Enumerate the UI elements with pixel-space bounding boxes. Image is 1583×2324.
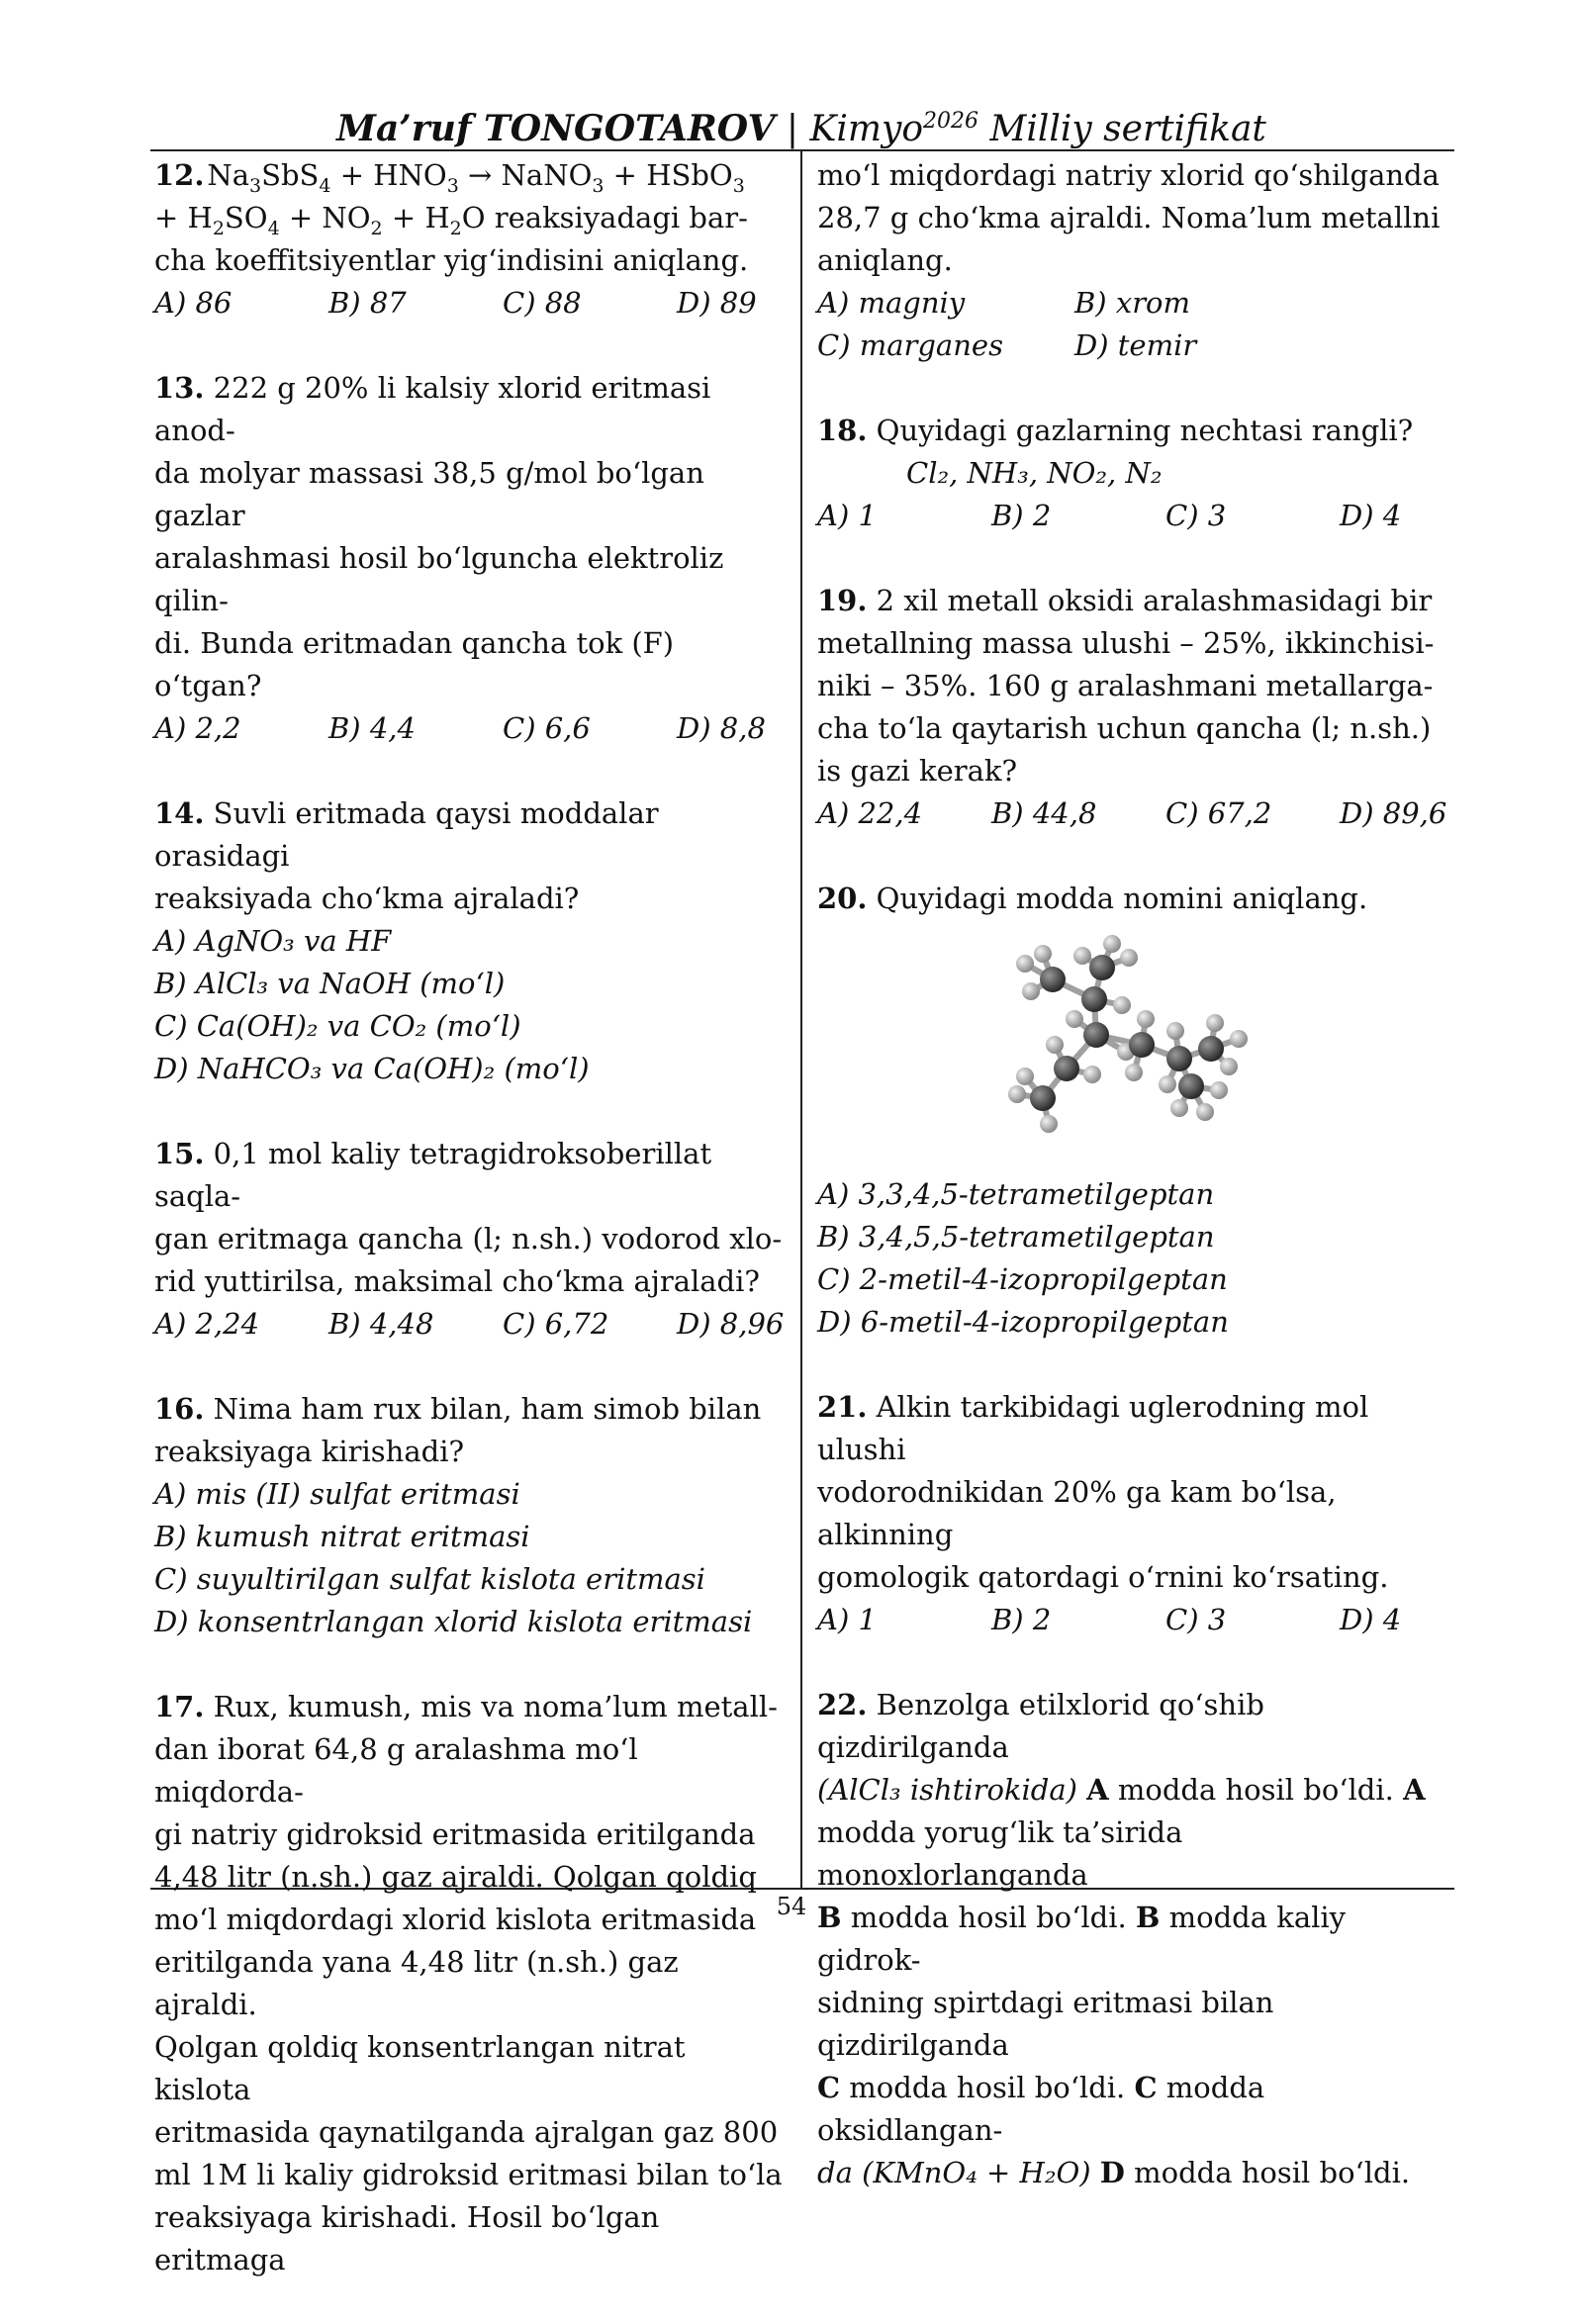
question-text: 0,1 mol kaliy tetragidroksoberillat saqla- [154, 1137, 712, 1213]
column-divider [800, 151, 802, 1888]
question-number: 16. [154, 1392, 205, 1426]
question-text: reaksiyada cho‘kma ajraladi? [154, 882, 580, 915]
options-row-2 [817, 325, 1455, 367]
question-text: sidning spirtdagi eritmasi bilan qizdirilganda [817, 1986, 1274, 2062]
question-number: 21. [817, 1390, 868, 1424]
option-d: D) 6-metil-4-izopropilgeptan [817, 1305, 1229, 1339]
question-text: vodorodnikidan 20% ga kam bo‘lsa, alkinning [817, 1475, 1337, 1551]
question-text: + $H_2SO_4 + NO_2 + H_2O$ reaksiyadagi bar- [154, 201, 748, 239]
question-17-continued [817, 154, 1455, 367]
question-text-fragment: modda oksidlangan- [817, 2071, 1265, 2147]
question-text: mo‘l miqdordagi natriy xlorid qo‘shilganda [817, 158, 1440, 192]
question-text-fragment: modda hosil bo‘ldi. [1124, 2156, 1411, 2189]
question-text: Benzolga etilxlorid qo‘shib qizdirilganda [817, 1688, 1264, 1764]
question-number: 20. [817, 882, 868, 915]
option-b: B) 3,4,5,5-tetrametilgeptan [817, 1220, 1215, 1254]
question-text: Qolgan qoldiq konsentrlangan nitrat kislota [154, 2030, 686, 2106]
option-d: D) konsentrlangan xlorid kislota eritmasi [154, 1605, 753, 1638]
question-text: Suvli eritmada qaysi moddalar orasidagi [154, 796, 659, 873]
option-a: A) 22,4 [817, 796, 923, 830]
option-a: A) mis (II) sulfat eritmasi [154, 1477, 520, 1511]
option-b: B) AlCl₃ va NaOH (mo‘l) [154, 967, 506, 1000]
option-c: C) 88 [503, 286, 582, 320]
question-text: gomologik qatordagi o‘rnini ko‘rsating. [817, 1560, 1389, 1594]
question-text: Alkin tarkibidagi uglerodning mol ulushi [817, 1390, 1369, 1466]
question-17 [154, 1686, 788, 2281]
spacer-text [1077, 1773, 1086, 1807]
option-c: C) 3 [1165, 499, 1227, 532]
question-15 [154, 1133, 788, 1346]
question-14 [154, 792, 788, 1090]
option-c: C) 67,2 [1165, 796, 1272, 830]
question-text: Rux, kumush, mis va noma’lum metall- [204, 1690, 778, 1723]
page-number: 54 [776, 1893, 807, 1920]
options [817, 1599, 1455, 1641]
option-a: A) 2,24 [154, 1307, 260, 1341]
question-text: cha koeffitsiyentlar yig‘indisini aniqlang. [154, 243, 749, 277]
gas-formula-list: Cl₂, NH₃, NO₂, N₂ [906, 456, 1163, 490]
options [154, 282, 788, 325]
header-separator: | [775, 109, 810, 149]
question-text: rid yuttirilsa, maksimal cho‘kma ajraladi? [154, 1264, 760, 1298]
option-c: C) Ca(OH)₂ va CO₂ (mo‘l) [154, 1009, 521, 1043]
question-13 [154, 367, 788, 750]
question-21 [817, 1386, 1455, 1641]
option-c: C) marganes [817, 328, 1003, 362]
option-b: B) 4,4 [328, 711, 416, 745]
options [154, 1303, 788, 1346]
question-text: reaksiyaga kirishadi. Hosil bo‘lgan eritmaga [154, 2200, 660, 2277]
question-text [817, 1769, 1455, 1812]
right-column [817, 154, 1455, 2237]
question-12 [154, 154, 788, 325]
option-a: A) 86 [154, 286, 233, 320]
question-text: modda yorug‘lik ta’sirida monoxlorlanganda [817, 1815, 1183, 1892]
option-d: D) 4 [1340, 499, 1402, 532]
question-text: is gazi kerak? [817, 754, 1018, 788]
option-a: A) 1 [817, 1603, 877, 1636]
question-text-fragment: modda hosil bo‘ldi. [1108, 1773, 1404, 1807]
header-year: 2026 [923, 109, 979, 134]
question-text: Quyidagi gazlarning nechtasi rangli? [867, 414, 1414, 447]
question-number: 12. [154, 158, 205, 192]
option-c: C) 6,6 [503, 711, 591, 745]
options [817, 495, 1455, 537]
question-22 [817, 1684, 1455, 2194]
option-b: B) 2 [991, 1603, 1052, 1636]
option-a: A) 2,2 [154, 711, 241, 745]
option-d: D) 89 [677, 286, 757, 320]
question-text [817, 1897, 1455, 1982]
option-d: D) 4 [1340, 1603, 1402, 1636]
question-text: 2 xil metall oksidi aralashmasidagi bir [867, 584, 1433, 617]
option-d: D) 8,96 [677, 1307, 785, 1341]
option-c: C) 3 [1165, 1603, 1227, 1636]
question-text: aralashmasi hosil bo‘lguncha elektroliz qilin- [154, 541, 724, 617]
option-a: A) AgNO₃ va HF [154, 924, 392, 958]
header-rule [150, 149, 1454, 151]
options [154, 707, 788, 750]
question-text: ml 1M li kaliy gidroksid eritmasi bilan to‘la [154, 2158, 783, 2191]
question-text: eritilganda yana 4,48 litr (n.sh.) gaz ajraldi. [154, 1945, 679, 2021]
question-number: 14. [154, 796, 205, 830]
question-text: mo‘l miqdordagi xlorid kislota eritmasida [154, 1903, 757, 1936]
option-b: B) xrom [1074, 286, 1191, 320]
option-a: A) 3,3,4,5-tetrametilgeptan [817, 1177, 1215, 1211]
question-text: da molyar massasi 38,5 g/mol bo‘lgan gazlar [154, 456, 704, 532]
question-text: di. Bunda eritmadan qancha tok (F) o‘tgan? [154, 626, 675, 702]
option-c: C) 2-metil-4-izopropilgeptan [817, 1262, 1228, 1296]
question-text: 222 g 20% li kalsiy xlorid eritmasi anod- [154, 371, 711, 447]
question-number: 17. [154, 1690, 205, 1723]
substance-label: B [1135, 1901, 1161, 1934]
question-text [817, 2152, 1455, 2194]
header-subject: Kimyo [809, 109, 924, 149]
option-b: B) 2 [991, 499, 1052, 532]
option-b: B) 44,8 [991, 796, 1097, 830]
question-text: Nima ham rux bilan, ham simob bilan [204, 1392, 762, 1426]
question-number: 13. [154, 371, 205, 405]
option-d: D) 8,8 [677, 711, 766, 745]
question-text-fragment: modda hosil bo‘ldi. [841, 1901, 1136, 1934]
question-number: 22. [817, 1688, 868, 1721]
question-text-fragment: modda kaliy gidrok- [817, 1901, 1347, 1977]
option-b: B) 87 [328, 286, 407, 320]
question-text: metallning massa ulushi – 25%, ikkinchisi- [817, 626, 1435, 660]
question-text: $Na_3SbS_4 + HNO_3$ → NaNO$_3$ + HSbO$_3$ [204, 158, 745, 197]
question-text: aniqlang. [817, 243, 953, 277]
question-text: 4,48 litr (n.sh.) gaz ajraldi. Qolgan qoldiq [154, 1860, 757, 1894]
question-number: 15. [154, 1137, 205, 1170]
question-text: Quyidagi modda nomini aniqlang. [867, 882, 1368, 915]
substance-label: D [1099, 2156, 1125, 2189]
substance-label: C [817, 2071, 841, 2104]
question-text: niki – 35%. 160 g aralashmani metallarga- [817, 669, 1434, 702]
options-row-1 [817, 282, 1455, 325]
question-text: gan eritmaga qancha (l; n.sh.) vodorod xlo- [154, 1222, 783, 1255]
oxidant-formula: da (KMnO₄ + H₂O) [817, 2156, 1100, 2189]
option-c: C) 6,72 [503, 1307, 609, 1341]
option-a: A) 1 [817, 499, 877, 532]
page-header [148, 97, 1454, 154]
author-name: Ma’ruf TONGOTAROV [336, 108, 776, 149]
question-text-fragment: modda hosil bo‘ldi. [840, 2071, 1135, 2104]
question-text [817, 2067, 1455, 2152]
option-b: B) 4,48 [328, 1307, 434, 1341]
option-c: C) suyultirilgan sulfat kislota eritmasi [154, 1562, 705, 1596]
question-text: dan iborat 64,8 g aralashma mo‘l miqdorda- [154, 1732, 638, 1809]
question-number: 18. [817, 414, 868, 447]
substance-label: A [1086, 1773, 1109, 1807]
question-16 [154, 1388, 788, 1643]
option-d: D) temir [1074, 328, 1197, 362]
question-18 [817, 410, 1455, 537]
substance-label: A [1403, 1773, 1426, 1807]
question-text: cha to‘la qaytarish uchun qancha (l; n.sh.) [817, 711, 1432, 745]
option-d: D) NaHCO₃ va Ca(OH)₂ (mo‘l) [154, 1052, 590, 1085]
question-text: eritmasida qaynatilganda ajralgan gaz 800 [154, 2115, 779, 2149]
left-column [154, 154, 788, 2324]
option-b: B) kumush nitrat eritmasi [154, 1520, 530, 1553]
substance-label: C [1134, 2071, 1158, 2104]
question-number: 19. [817, 584, 868, 617]
question-20 [817, 878, 1455, 1344]
substance-label: B [817, 1901, 842, 1934]
header-title-rest: Milliy sertifikat [978, 109, 1266, 149]
option-a: A) magniy [817, 286, 966, 320]
catalyst-note: (AlCl₃ ishtirokida) [817, 1773, 1077, 1807]
molecule-ball-and-stick-image [985, 928, 1455, 1169]
question-text: reaksiyaga kirishadi? [154, 1435, 465, 1468]
options [817, 792, 1455, 835]
question-text: 28,7 g cho‘kma ajraldi. Noma’lum metallni [817, 201, 1441, 234]
question-19 [817, 580, 1455, 835]
option-d: D) 89,6 [1340, 796, 1447, 830]
question-text: gi natriy gidroksid eritmasida eritilganda [154, 1817, 756, 1851]
